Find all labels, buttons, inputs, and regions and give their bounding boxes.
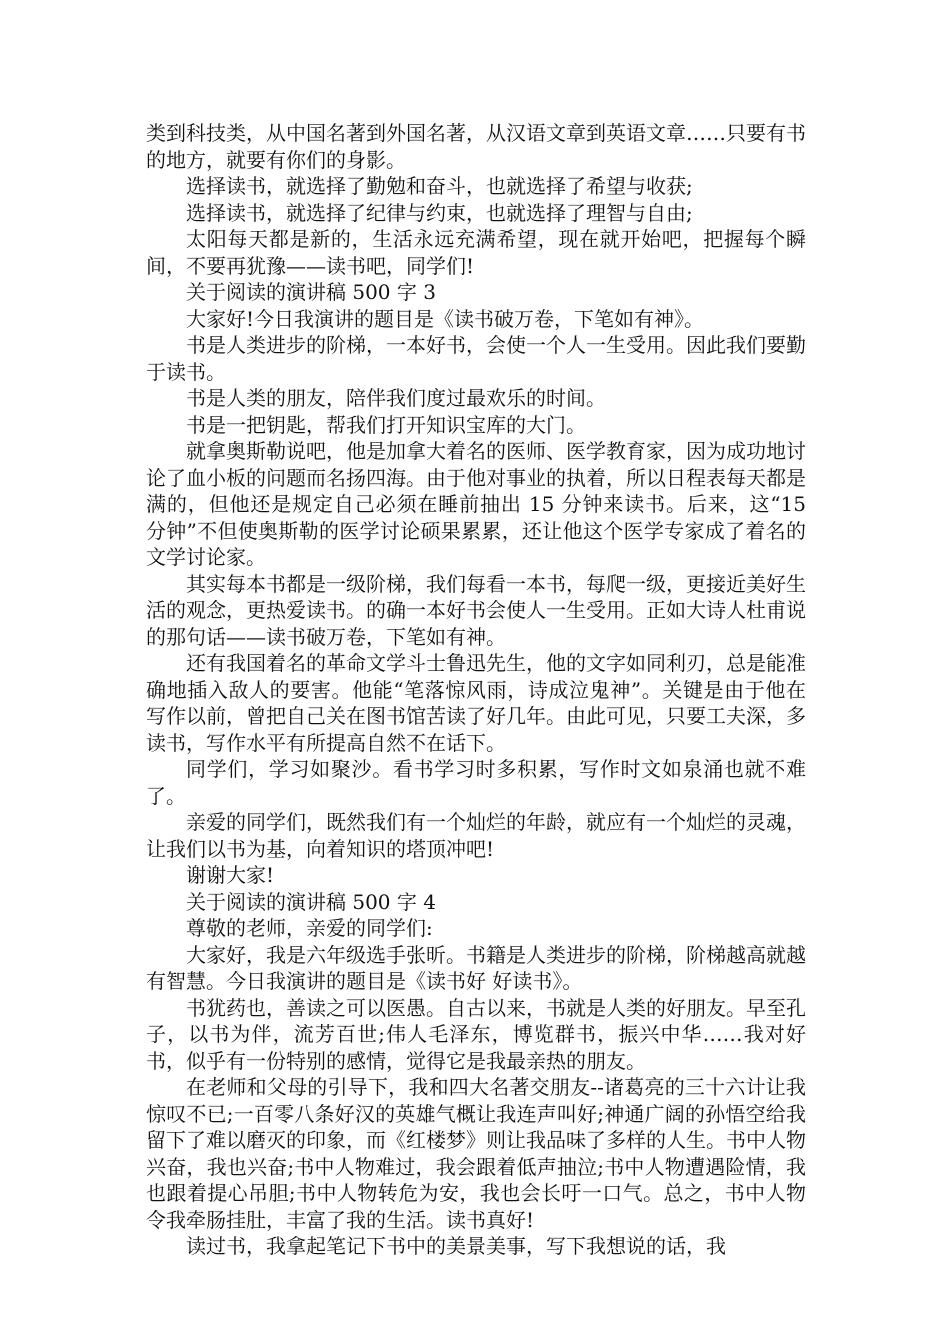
paragraph: 书是人类的朋友，陪伴我们度过最欢乐的时间。 xyxy=(186,386,606,410)
paragraph: 书犹药也，善读之可以医愚。自古以来，书就是人类的好朋友。早至孔子，以书为伴，流芳百世;伟人毛泽东，博览群书，振兴中华……我对好书，似乎有一份特别的感情，觉得它是我最亲热的朋友。 xyxy=(146,995,806,1073)
paragraph: 读过书，我拿起笔记下书中的美景美事，写下我想说的话，我 xyxy=(186,1234,726,1258)
paragraph: 书是一把钥匙，帮我们打开知识宝库的大门。 xyxy=(186,412,586,437)
paragraph: 尊敬的老师，亲爱的同学们: xyxy=(186,916,433,940)
paragraph: 就拿奥斯勒说吧，他是加拿大着名的医师、医学教育家，因为成功地讨论了血小板的问题而名扬四海。由于他对事业的执着，所以日程表每天都是满的，但他还是规定自己必须在睡前抽出 15 分钟来读书。后来，这“15 分钟”不但使奥斯勒的医学讨论硕果累累，还让他这个医学专家成了着名的文学讨论家。 xyxy=(146,439,806,569)
paragraph: 谢谢大家! xyxy=(186,863,275,887)
section-heading: 关于阅读的演讲稿 500 字 4 xyxy=(186,889,436,914)
paragraph: 大家好!今日我演讲的题目是《读书破万卷，下笔如有神》。 xyxy=(186,306,705,331)
paragraph: 同学们，学习如聚沙。看书学习时多积累，写作时文如泉涌也就不难了。 xyxy=(146,757,806,808)
paragraph: 太阳每天都是新的，生活永远充满希望，现在就开始吧，把握每个瞬间，不要再犹豫——读书吧，同学们! xyxy=(146,227,806,278)
section-heading: 关于阅读的演讲稿 500 字 3 xyxy=(186,280,436,304)
paragraph: 大家好，我是六年级选手张昕。书籍是人类进步的阶梯，阶梯越高就越有智慧。今日我演讲的题目是《读书好 好读书》。 xyxy=(146,942,806,993)
paragraph: 在老师和父母的引导下，我和四大名著交朋友--诸葛亮的三十六计让我惊叹不已;一百零八条好汉的英雄气概让我连声叫好;神通广阔的孙悟空给我留下了难以磨灭的印象，而《红楼梦》则让我品味了多样的人生。书中人物兴奋，我也兴奋;书中人物难过，我会跟着低声抽泣;书中人物遭遇险情，我也跟着提心吊胆;书中人物转危为安，我也会长吁一口气。总之，书中人物令我牵肠挂肚，丰富了我的生活。读书真好! xyxy=(146,1075,806,1232)
document-page xyxy=(146,120,806,1260)
paragraph: 亲爱的同学们，既然我们有一个灿烂的年龄，就应有一个灿烂的灵魂，让我们以书为基，向着知识的塔顶冲吧! xyxy=(146,810,806,861)
paragraph: 书是人类进步的阶梯，一本好书，会使一个人一生受用。因此我们要勤于读书。 xyxy=(146,333,806,384)
paragraph: 选择读书，就选择了勤勉和奋斗，也就选择了希望与收获; xyxy=(186,174,693,198)
paragraph: 其实每本书都是一级阶梯，我们每看一本书，每爬一级，更接近美好生活的观念，更热爱读书。的确一本好书会使人一生受用。正如大诗人杜甫说的那句话——读书破万卷，下笔如有神。 xyxy=(146,571,806,649)
paragraph: 选择读书，就选择了纪律与约束，也就选择了理智与自由; xyxy=(186,200,693,225)
paragraph: 还有我国着名的革命文学斗士鲁迅先生，他的文字如同利刃，总是能准确地插入敌人的要害。他能“笔落惊风雨，诗成泣鬼神”。关键是由于他在写作以前，曾把自己关在图书馆苦读了好几年。由此可见，只要工夫深，多读书，写作水平有所提高自然不在话下。 xyxy=(146,651,806,755)
paragraph: 类到科技类，从中国名著到外国名著，从汉语文章到英语文章……只要有书的地方，就要有你们的身影。 xyxy=(146,121,806,172)
